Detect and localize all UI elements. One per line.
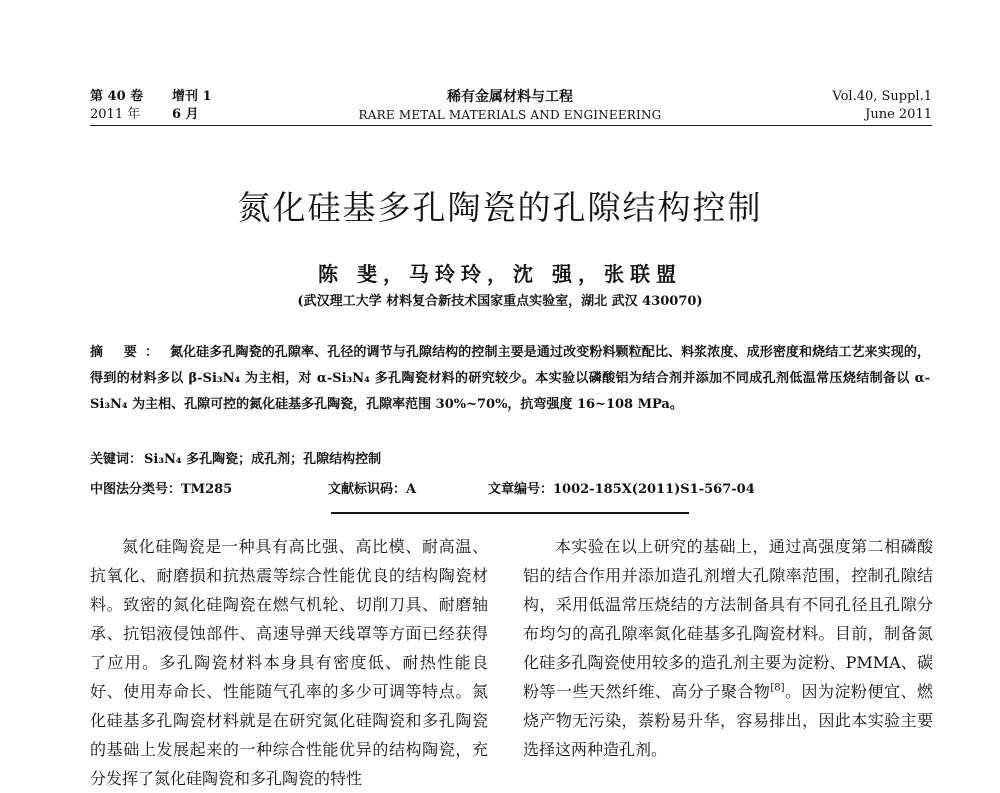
body-paragraph [523, 532, 933, 764]
body-paragraph: 氮化硅陶瓷是一种具有高比强、高比模、耐高温、抗氧化、耐磨损和抗热震等综合性能优良的结构陶瓷材料。致密的氮化硅陶瓷在燃气机轮、切削刀具、耐磨轴承、抗铝液侵蚀部件、高速导弹天线罩等方面已经获得了应用。多孔陶瓷材料本身具有密度低、耐热性能良好、使用寿命长、性能随气孔率的多少可调等特点。氮化硅基多孔陶瓷材料就是在研究氮化硅陶瓷和多孔陶瓷的基础上发展起来的一种综合性能优异的结构陶瓷，充分发挥了氮化硅陶瓷和多孔陶瓷的特性 [90, 537, 488, 788]
clc-number: 中图法分类号：TM285 [90, 482, 233, 497]
paper-title: 氮化硅基多孔陶瓷的孔隙结构控制 [237, 188, 763, 227]
body-text: 。因为淀粉便宜、燃烧产物无污染，萘粉易升华，容易排出，因此本实验主要选择这两种造孔剂。 [523, 682, 933, 759]
journal-header-right [832, 88, 932, 124]
paper-authors: 陈 斐，马玲玲，沈 强，张联盟 [318, 262, 682, 286]
document-code: 文献标识码：A [328, 482, 417, 497]
abstract-separator [331, 512, 689, 514]
header-rule [90, 125, 932, 126]
journal-header-left [90, 88, 212, 124]
abstract [90, 340, 930, 418]
journal-header-center [330, 88, 690, 124]
keywords-text: Si₃N₄ 多孔陶瓷；成孔剂；孔隙结构控制 [144, 452, 382, 467]
journal-name-cn: 稀有金属材料与工程 [447, 89, 573, 105]
article-number: 文章编号：1002-185X(2011)S1-567-04 [488, 482, 755, 497]
supplement-cn: 增刊 1 [172, 89, 212, 104]
volume-cn: 第 40 卷 [90, 89, 144, 104]
abstract-label: 摘 要： [90, 345, 166, 360]
keywords-label: 关键词： [90, 452, 143, 467]
journal-name-en: RARE METAL MATERIALS AND ENGINEERING [358, 108, 662, 122]
body-column-left [90, 532, 488, 793]
body-text: 本实验在以上研究的基础上，通过高强度第二相磷酸铝的结合作用并添加造孔剂增大孔隙率范围，控制孔隙结构，采用低温常压烧结的方法制备具有不同孔径且孔隙分布均匀的高孔隙率氮化硅基多孔陶瓷材料。目前，制备氮化硅多孔陶瓷使用较多的造孔剂主要为淀粉、PMMA、碳粉等一些天然纤维、高分子聚合物 [523, 537, 933, 701]
citation-ref: [8] [770, 682, 785, 694]
volume-en: Vol.40, Suppl.1 [832, 89, 932, 104]
keywords [90, 448, 381, 467]
month-cn: 6 月 [172, 107, 199, 122]
abstract-text: 氮化硅多孔陶瓷的孔隙率、孔径的调节与孔隙结构的控制主要是通过改变粉料颗粒配比、料浆浓度、成形密度和烧结工艺来实现的，得到的材料多以 β-Si₃N₄ 为主相，对 α-Si₃N₄ 多孔陶瓷材料的研究较少。本实验以磷酸铝为结合剂并添加不同成孔剂低温常压烧结制备以 α-Si₃N₄ 为主相、孔隙可控的氮化硅基多孔陶瓷，孔隙率范围 30%~70%，抗弯强度 16~108 MPa。 [90, 345, 930, 412]
date-en: June 2011 [865, 107, 932, 122]
year-cn: 2011 年 [90, 107, 141, 122]
body-column-right [523, 532, 933, 764]
paper-affiliation: (武汉理工大学 材料复合新技术国家重点实验室，湖北 武汉 430070) [297, 294, 703, 309]
